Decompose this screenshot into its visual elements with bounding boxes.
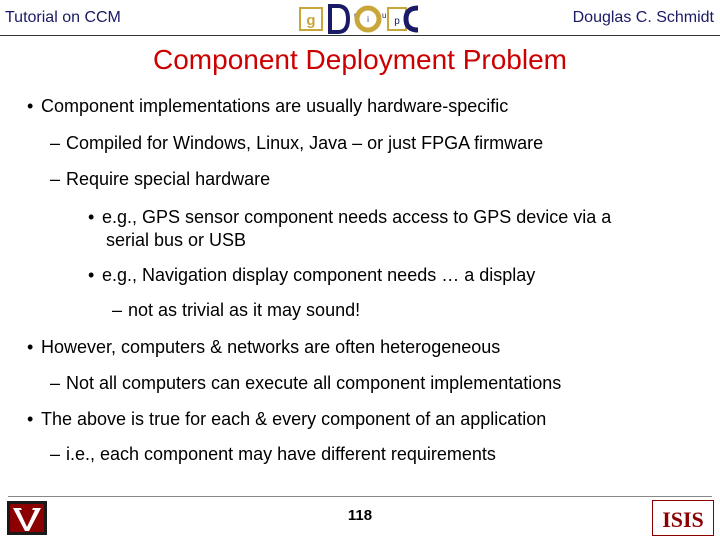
- level4-bullet-line: – not as trivial as it may sound!: [112, 300, 361, 320]
- sub-sub-bullet-line: • e.g., Navigation display component needs … a display: [88, 265, 536, 285]
- header-divider: [0, 35, 720, 36]
- logo-letter-u: u: [382, 11, 387, 20]
- slide-title: Component Deployment Problem: [153, 44, 567, 75]
- doc-group-logo: [296, 2, 420, 36]
- isis-logo-text: ISIS: [662, 507, 704, 532]
- sub-bullet-line: – i.e., each component may have different requirements: [50, 444, 496, 464]
- header-course-title: Tutorial on CCM: [5, 9, 121, 26]
- header-author: Douglas C. Schmidt: [572, 9, 714, 26]
- bullet-line: • However, computers & networks are often heterogeneous: [27, 337, 501, 357]
- logo-letter-r: r: [354, 11, 357, 20]
- slide-header: [0, 0, 720, 44]
- logo-letter-i: i: [367, 15, 369, 24]
- page-number: 118: [347, 507, 373, 524]
- sub-sub-bullet-line: • e.g., GPS sensor component needs access to GPS device via a: [88, 207, 612, 227]
- sub-bullet-line: – Not all computers can execute all component implementations: [50, 373, 562, 393]
- footer-divider: [8, 496, 712, 497]
- logo-letter-g: g: [306, 12, 316, 29]
- logo-letter-p: p: [394, 16, 400, 27]
- bullet-line: • The above is true for each & every component of an application: [27, 409, 547, 429]
- sub-bullet-line: – Require special hardware: [50, 169, 271, 189]
- isis-logo: [652, 500, 714, 536]
- sub-sub-bullet-continuation: serial bus or USB: [106, 230, 247, 250]
- sub-bullet-line: – Compiled for Windows, Linux, Java – or just FPGA firmware: [50, 133, 544, 153]
- bullet-line: • Component implementations are usually hardware-specific: [27, 96, 509, 116]
